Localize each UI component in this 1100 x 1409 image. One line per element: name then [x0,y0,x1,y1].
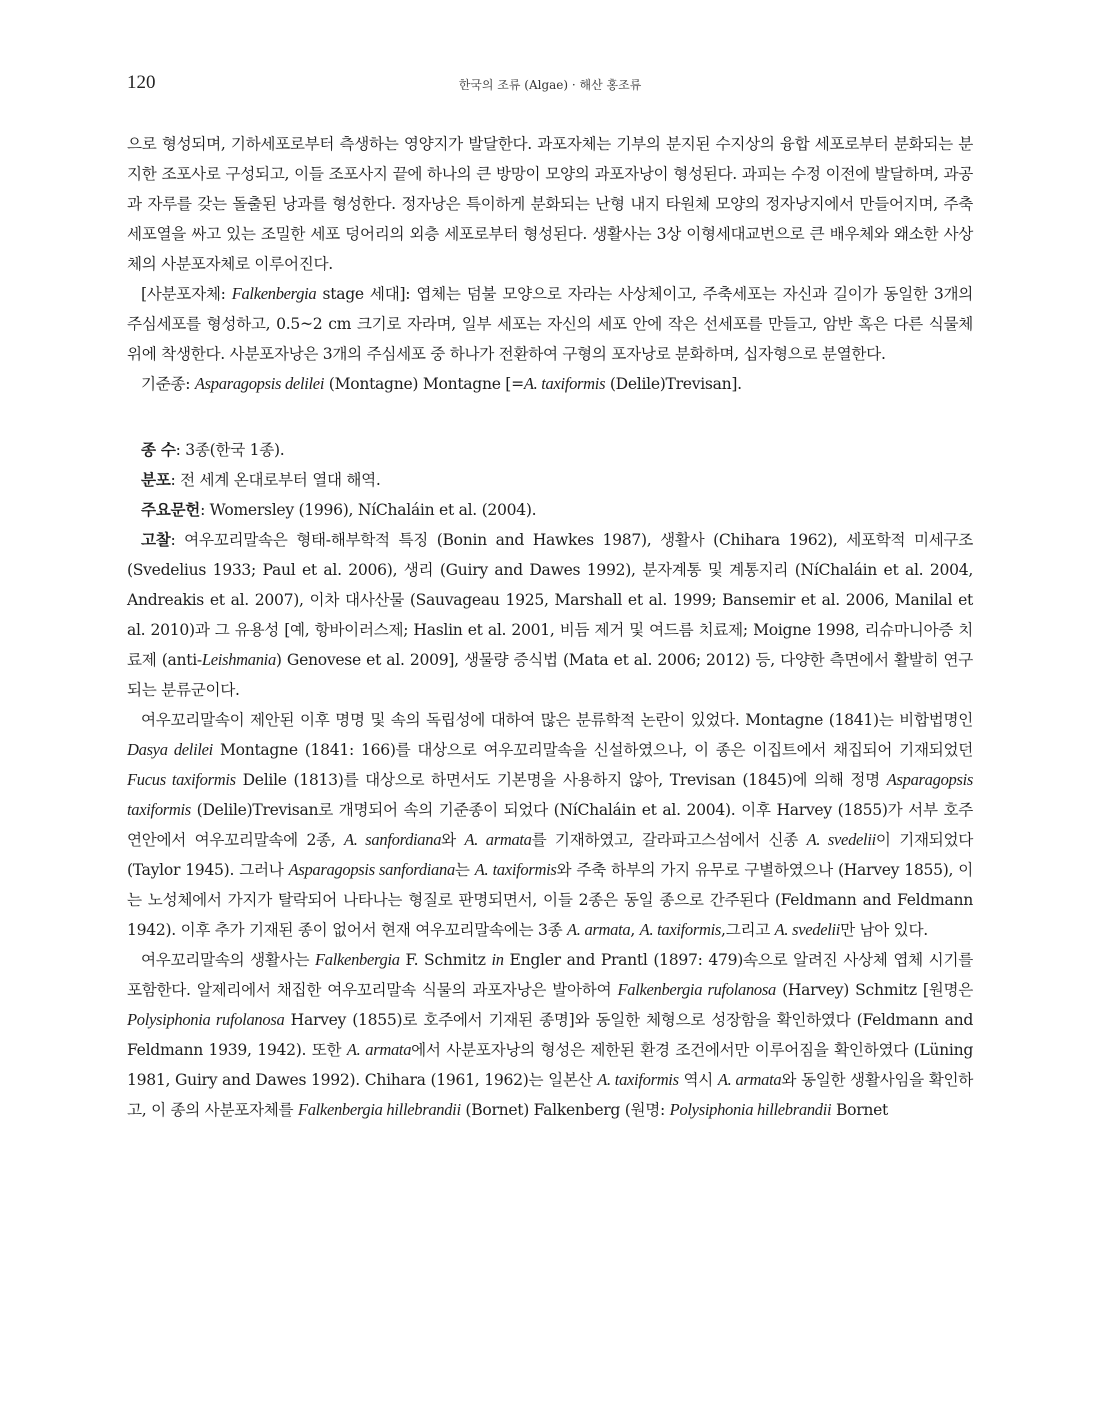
references-label: 주요문헌 [141,500,201,519]
body-text [127,129,973,1125]
distribution-label: 분포 [141,470,171,489]
paragraph-distribution: 분포: 전 세계 온대로부터 열대 해역. [141,470,381,489]
paragraph-discussion: 고찰: 여우꼬리말속은 형태-해부학적 특징 (Bonin and Hawkes 1987), 생활사 (Chihara 1962), 세포학적 미세구조 (Svedelius 1933; Paul et al. 2006), 생리 (Guiry and Dawes 1992), 분자계통 및 계통지리 (NíChaláin et al. 2004, Andreakis et al. 2007), 이차 대사산물 (Sauvageau 1925, Marshall et al. 1999; Bansemir et al. 2006, Manilal et al. 2010)과 그 유용성 [예, 항바이러스제; Haslin et al. 2001, 비듬 제거 및 여드름 치료제; Moigne 1998, 리슈마니아증 치료제 (anti-Leishmania) Genovese et al. 2009], 생물량 증식법 (Mata et al. 2006; 2012) 등, 다양한 측면에서 활발히 연구되는 분류군이다. [127,530,973,699]
paragraph-species-count: 종 수: 3종(한국 1종). [141,440,285,459]
page-header [127,72,973,98]
species-count-label: 종 수 [141,440,176,459]
page-number: 120 [127,72,156,93]
discussion-label: 고찰 [141,530,171,549]
paragraph-life-history: 여우꼬리말속의 생활사는 Falkenbergia F. Schmitz in Engler and Prantl (1897: 479)속으로 알려진 사상체 엽체 시기를 포함한다. 알제리에서 채집한 여우꼬리말속 식물의 과포자낭은 발아하여 Falkenbergia rufolanosa (Harvey) Schmitz [원명은 Polysiphonia rufolanosa Harvey (1855)로 호주에서 기재된 종명]와 동일한 체형으로 성장함을 확인하였다 (Feldmann and Feldmann 1939, 1942). 또한 A. armata에서 사분포자낭의 형성은 제한된 환경 조건에서만 이루어짐을 확인하였다 (Lüning 1981, Guiry and Dawes 1992). Chihara (1961, 1962)는 일본산 A. taxiformis 역시 A. armata와 동일한 생활사임을 확인하고, 이 종의 사분포자체를 Falkenbergia hillebrandii (Bornet) Falkenberg (원명: Polysiphonia hillebrandii Bornet [127,950,974,1119]
paragraph-type-species: 기준종: Asparagopsis delilei (Montagne) Montagne [=A. taxiformis (Delile)Trevisan]. [141,374,742,393]
paragraph-morphology: 으로 형성되며, 기하세포로부터 측생하는 영양지가 발달한다. 과포자체는 기부의 분지된 수지상의 융합 세포로부터 분화되는 분지한 조포사로 구성되고, 이들 조포사지 끝에 하나의 큰 방망이 모양의 과포자낭이 형성된다. 과피는 수정 이전에 발달하며, 과공과 자루를 갖는 돌출된 낭과를 형성한다. 정자낭은 특이하게 분화되는 난형 내지 타원체 모양의 정자낭지에서 만들어지며, 주축세포열을 싸고 있는 조밀한 세포 덩어리의 외층 세포로부터 형성된다. 생활사는 3상 이형세대교번으로 큰 배우체와 왜소한 사상체의 사분포자체로 이루어진다. [127,135,973,273]
section-spacer [127,399,973,435]
paragraph-tetrasporophyte: [사분포자체: Falkenbergia stage 세대]: 엽체는 덤불 모양으로 자라는 사상체이고, 주축세포는 자신과 길이가 동일한 3개의 주심세포를 형성하고, 0.5~2 cm 크기로 자라며, 일부 세포는 자신의 세포 안에 작은 선세포를 만들고, 암반 혹은 다른 식물체 위에 착생한다. 사분포자낭은 3개의 주심세포 중 하나가 전환하여 구형의 포자낭로 분화하며, 십자형으로 분열한다. [127,284,974,363]
paragraph-references: 주요문헌: Womersley (1996), NíChaláin et al. (2004). [141,500,537,519]
paragraph-nomenclature-history: 여우꼬리말속이 제안된 이후 명명 및 속의 독립성에 대하여 많은 분류학적 논란이 있었다. Montagne (1841)는 비합법명인 Dasya delilei Montagne (1841: 166)를 대상으로 여우꼬리말속을 신설하였으나, 이 종은 이집트에서 채집되어 기재되었던 Fucus taxiformis Delile (1813)를 대상으로 하면서도 기본명을 사용하지 않아, Trevisan (1845)에 의해 정명 Asparagopsis taxiformis (Delile)Trevisan로 개명되어 속의 기준종이 되었다 (NíChaláin et al. 2004). 이후 Harvey (1855)가 서부 호주 연안에서 여우꼬리말속에 2종, A. sanfordiana와 A. armata를 기재하였고, 갈라파고스섬에서 신종 A. svedelii이 기재되었다 (Taylor 1945). 그러나 Asparagopsis sanfordiana는 A. taxiformis와 주축 하부의 가지 유무로 구별하였으나 (Harvey 1855), 이는 노성체에서 가지가 탈락되어 나타나는 형질로 판명되면서, 이들 2종은 동일 종으로 간주된다 (Feldmann and Feldmann 1942). 이후 추가 기재된 종이 없어서 현재 여우꼬리말속에는 3종 A. armata, A. taxiformis,그리고 A. svedelii만 남아 있다. [127,711,974,939]
running-title: 한국의 조류 (Algae) · 해산 홍조류 [458,78,642,92]
